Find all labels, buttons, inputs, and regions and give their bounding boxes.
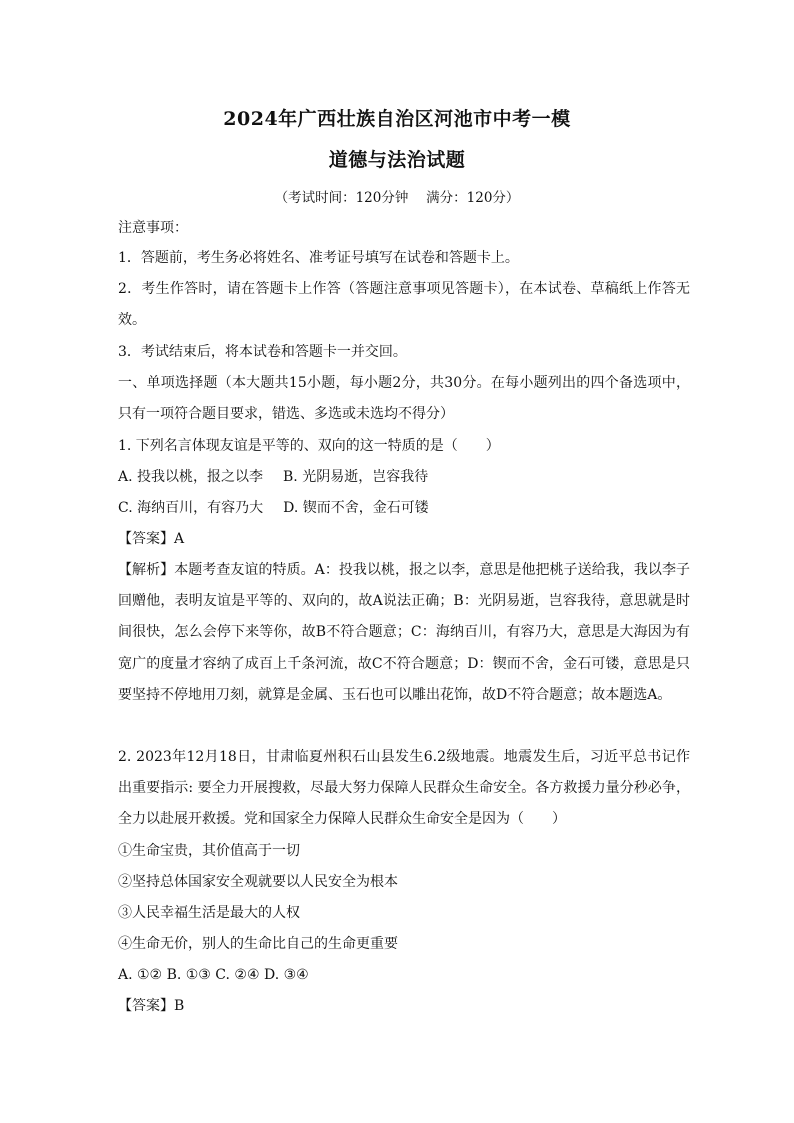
q1-options-row-1 bbox=[118, 467, 428, 487]
q2-statement-4: ④生命无价，别人的生命比自己的生命更重要 bbox=[118, 936, 398, 952]
section-1-heading: 一、单项选择题（本大题共15小题，每小题2分，共30分。在每小题列出的四个备选项中，只有一项符合题目要求，错选、多选或未选均不得分） bbox=[118, 375, 690, 423]
exam-subject: 道德与法治试题 bbox=[328, 149, 466, 171]
q1-option-c: C. 海纳百川，有容乃大 bbox=[118, 500, 264, 516]
q1-option-b: B. 光阴易逝，岂容我待 bbox=[283, 469, 429, 485]
note-item-2: 2．考生作答时，请在答题卡上作答（答题注意事项见答题卡），在本试卷、草稿纸上作答无效。 bbox=[118, 281, 690, 329]
q2-answer: 【答案】B bbox=[118, 998, 185, 1014]
q2-statement-2: ②坚持总体国家安全观就要以人民安全为根本 bbox=[118, 874, 398, 890]
note-item-1: 1．答题前，考生务必将姓名、准考证号填写在试卷和答题卡上。 bbox=[118, 250, 519, 266]
q2-stem: 2. 2023年12月18日，甘肃临夏州积石山县发生6.2级地震。地震发生后，习近平总书记作出重要指示: 要全力开展搜救，尽最大努力保障人民群众生命安全。各方救援力量分秒必争，全力以赴展开救援。党和国家全力保障人民群众生命安全是因为（ ） bbox=[118, 749, 690, 828]
q1-option-d: D. 锲而不舍，金石可镂 bbox=[283, 500, 429, 516]
q1-stem: 1. 下列名言体现友谊是平等的、双向的这一特质的是（ ） bbox=[118, 438, 500, 454]
q1-option-a: A. 投我以桃，报之以李 bbox=[118, 469, 264, 485]
notes-heading: 注意事项： bbox=[118, 220, 188, 236]
note-item-3: 3．考试结束后，将本试卷和答题卡一并交回。 bbox=[118, 344, 407, 360]
q1-analysis: 【解析】本题考查友谊的特质。A：投我以桃，报之以李，意思是他把桃子送给我，我以李子回赠他，表明友谊是平等的、双向的，故A说法正确；B：光阴易逝，岂容我待，意思就是时间很快，怎么会停下来等你，故B不符合题意；C：海纳百川，有容乃大，意思是大海因为有宽广的度量才容纳了成百上千条河流，故C不符合题意；D：锲而不舍，金石可镂，意思是只要坚持不停地用刀刻，就算是金属、玉石也可以雕出花饰，故D不符合题意；故本题选A。 bbox=[118, 562, 690, 703]
q1-answer: 【答案】A bbox=[118, 531, 185, 547]
q2-statement-1: ①生命宝贵，其价值高于一切 bbox=[118, 843, 300, 859]
q2-options: A. ①② B. ①③ C. ②④ D. ③④ bbox=[118, 967, 309, 983]
exam-title: 2024年广西壮族自治区河池市中考一模 bbox=[223, 108, 571, 130]
exam-info: （考试时间：120分钟 满分：120分） bbox=[274, 190, 520, 206]
q2-statement-3: ③人民幸福生活是最大的人权 bbox=[118, 905, 300, 921]
q1-options-row-2 bbox=[118, 498, 429, 518]
